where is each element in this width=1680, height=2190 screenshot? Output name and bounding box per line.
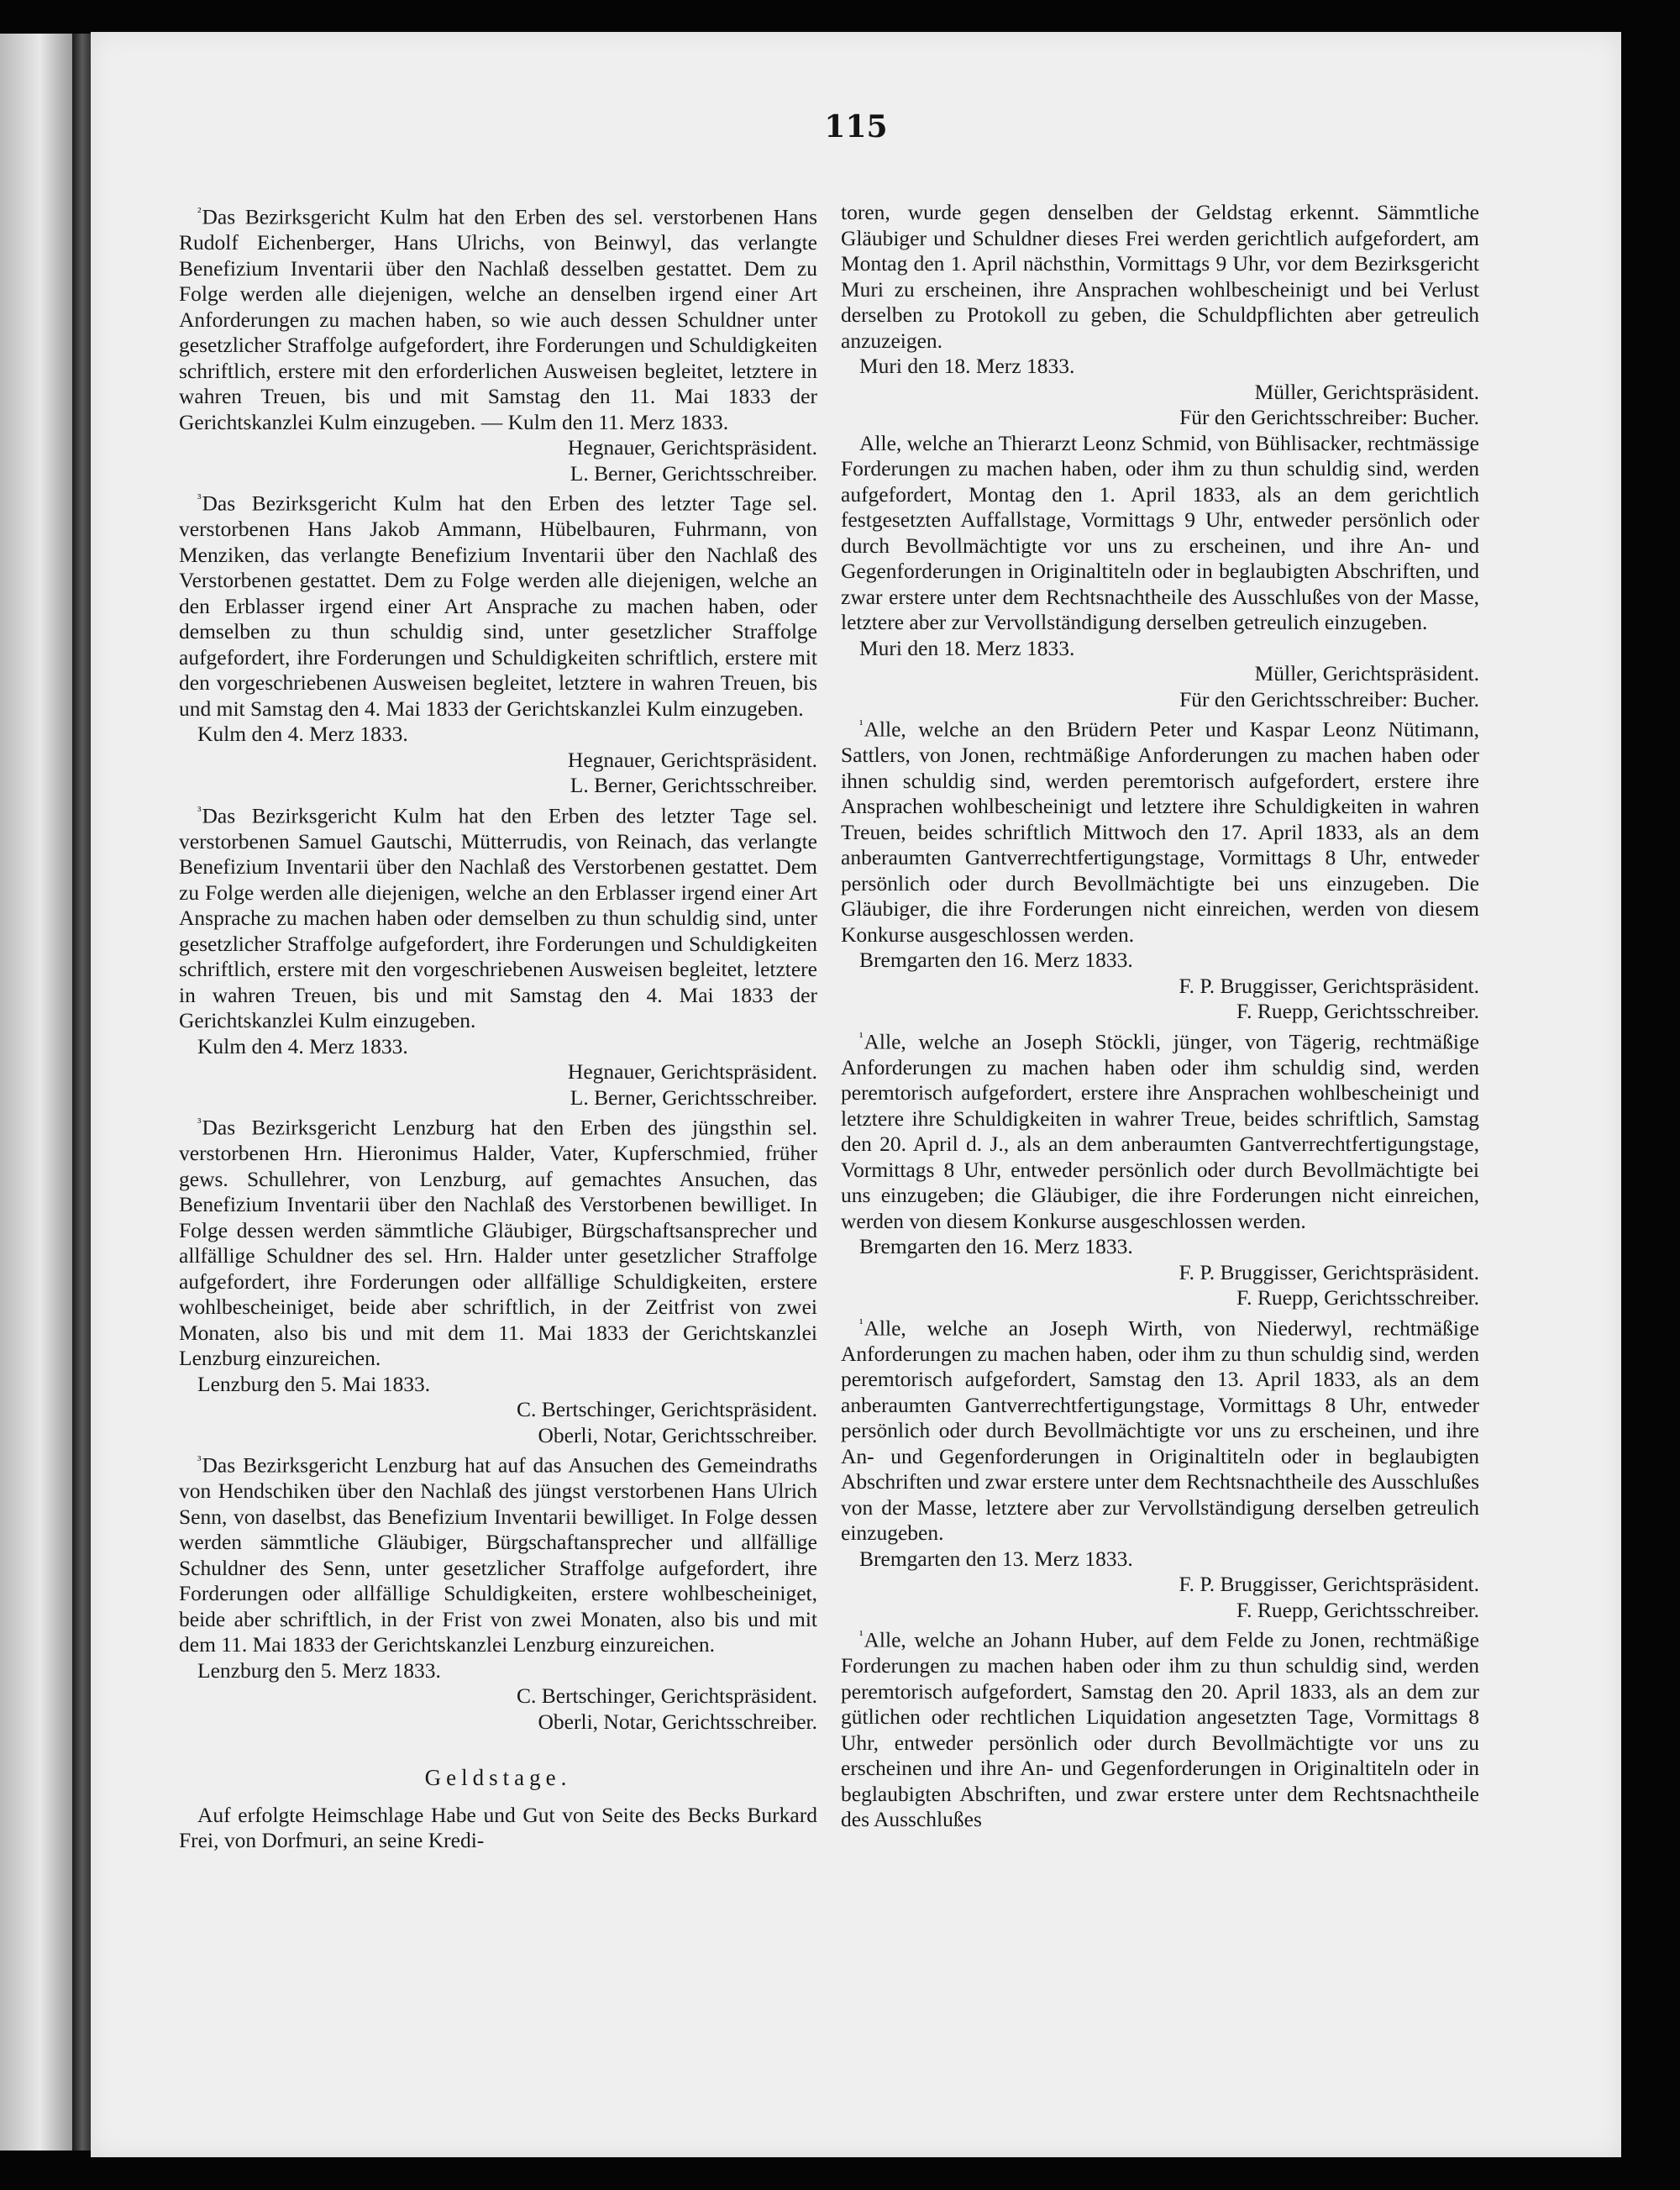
- book-gutter: [72, 34, 92, 2151]
- signature-line: Müller, Gerichtspräsident.: [1254, 379, 1479, 404]
- place-date: Muri den 18. Merz 1833.: [859, 354, 1075, 378]
- right-column: [841, 200, 1479, 1833]
- notice-block: [841, 1025, 1479, 1311]
- signature-line: F. Ruepp, Gerichtsschreiber.: [1236, 999, 1479, 1023]
- previous-page-edge: [0, 34, 72, 2151]
- place-date: Bremgarten den 16. Merz 1833.: [859, 1234, 1133, 1258]
- notice-body: Das Bezirksgericht Lenzburg hat auf das Ansuchen des Gemeindraths von Hendschiken über den Nachlaß des jüngst verstorbenen Hans Ulrich Senn, von daselbst, das Benefizium Inventarii bewilliget. In Folge dessen werden sämmtliche Gläubiger, Bürgschaftansprecher und allfällige Schuldner des Senn, unter gesetzlicher Straffolge aufgefordert, ihre Forderungen oder allfällige Schuldigkeiten, erstere wohlbescheiniget, beide aber schriftlich, in der Frist von zwei Monaten, also bis und mit dem 11. Mai 1833 der Gerichtskanzlei Lenzburg einzureichen.: [179, 1452, 817, 1657]
- signature-line: Hegnauer, Gerichtspräsident.: [567, 1059, 817, 1084]
- notice-body: Das Bezirksgericht Kulm hat den Erben des sel. verstorbenen Hans Rudolf Eichenberger, Hans Ulrichs, von Beinwyl, das verlangte Benefizium Inventarii über den Nachlaß desselben gestattet. Dem zu Folge werden alle diejenigen, welche an denselben irgend einer Art Anforderungen zu machen haben, so wie auch dessen Schuldner unter gesetzlicher Straffolge aufgefordert, ihre Forderungen und Schuldigkeiten schriftlich, erstere mit den erforderlichen Ausweisen begleitet, letztere in wahren Treuen, bis und mit Samstag den 11. Mai 1833 der Gerichtskanzlei Kulm einzugeben. — Kulm den 11. Merz 1833.: [179, 204, 817, 434]
- place-date: Lenzburg den 5. Merz 1833.: [197, 1657, 441, 1683]
- notice-block: [179, 1111, 817, 1448]
- signature-line: C. Bertschinger, Gerichtspräsident.: [516, 1397, 817, 1421]
- notice-body: Das Bezirksgericht Kulm hat den Erben des letzter Tage sel. verstorbenen Hans Jakob Ammann, Hübelbauren, Fuhrmann, von Menziken, das verlangte Benefizium Inventarii über den Nachlaß des Verstorbenen gestattet. Dem zu Folge werden alle diejenigen, welche an den Erblasser irgend einer Art Ansprache zu machen haben, oder demselben zu thun schuldig sind, unter gesetzlicher Straffolge aufgefordert, ihre Forderungen und Schuldigkeiten schriftlich, erstere mit den vorgeschriebenen Ausweisen begleitet, letztere in wahren Treuen, bis und mit Samstag den 4. Mai 1833 der Gerichtskanzlei Kulm einzugeben.: [179, 491, 817, 721]
- notice-mark: ³: [197, 1116, 202, 1130]
- signature-line: F. P. Bruggisser, Gerichtspräsident.: [1179, 1259, 1479, 1284]
- notice-body: Das Bezirksgericht Lenzburg hat den Erben des jüngsthin sel. verstorbenen Hrn. Hieronimus Halder, Vater, Kupferschmied, früher gews. Schullehrer, von Lenzburg, auf gemachtes Ansuchen, das Benefizium Inventarii über den Nachlaß des Verstorbenen bewilliget. In Folge dessen werden sämmtliche Gläubiger, Bürgschaftsansprecher und allfällige Schuldner des sel. Hrn. Halder unter gesetzlicher Straffolge aufgefordert, ihre Forderungen oder allfällige Schuldigkeiten, erstere wohlbescheiniget, beide aber schriftlich, in der Zeitfrist von zwei Monaten, also bis und mit dem 11. Mai 1833 der Gerichtskanzlei Lenzburg einzureichen.: [179, 1115, 817, 1370]
- signature-line: C. Bertschinger, Gerichtspräsident.: [516, 1683, 817, 1708]
- notice-block: [841, 1311, 1479, 1624]
- notice-text: [179, 486, 817, 722]
- notice-body: Alle, welche an Joseph Wirth, von Niederwyl, rechtmäßige Anforderungen zu machen haben, oder ihm zu thun schuldig sind, werden peremtorisch aufgefordert, Samstag den 13. April 1833, als an dem anberaumten Gantverrechtfertigungstage, Vormittags 8 Uhr, entweder persönlich oder durch Bevollmächtigte vor uns zu erscheinen, und ihre An- und Gegenforderungen in Originaltiteln oder in beglaubigten Abschriften und zwar erstere unter dem Rechtsnachtheile des Ausschlußes von der Masse, letztere aber zur Vervollständigung derselben getreulich einzugeben.: [841, 1316, 1479, 1545]
- place-date: Muri den 18. Merz 1833.: [859, 635, 1075, 660]
- signature-line: F. P. Bruggisser, Gerichtspräsident.: [1179, 973, 1479, 998]
- signature-line: Hegnauer, Gerichtspräsident.: [567, 747, 817, 772]
- notice-block: [179, 1448, 817, 1735]
- notice-body: Alle, welche an Johann Huber, auf dem Felde zu Jonen, rechtmäßige Forderungen zu machen haben oder ihm zu thun schuldig sind, werden peremtorisch aufgefordert, Samstag den 20. April 1833, als an dem zur gütlichen oder rechtlichen Liquidation angesetzten Tage, Vormittags 8 Uhr, entweder persönlich oder durch Bevollmächtigte vor uns zu erscheinen und ihre An- und Gegenforderungen in Originaltiteln oder in beglaubigten Abschriften, und zwar erstere unter dem Rechtsnachtheile des Ausschlußes: [841, 1627, 1479, 1831]
- notice-text: [841, 712, 1479, 948]
- newspaper-page: [91, 32, 1621, 2157]
- notice-mark: ²: [197, 206, 202, 219]
- notice-mark: ¹: [859, 1030, 864, 1044]
- notice-text: [841, 431, 1479, 636]
- notice-block: [841, 712, 1479, 1025]
- left-column: [179, 200, 817, 1854]
- notice-text: [179, 200, 817, 435]
- notice-body: Das Bezirksgericht Kulm hat den Erben des letzter Tage sel. verstorbenen Samuel Gautschi, Mütterrudis, von Reinach, das verlangte Benefizium Inventarii über den Nachlaß des Verstorbenen gestattet. Dem zu Folge werden alle diejenigen, welche an den Erblasser irgend einer Art Ansprache zu machen haben oder demselben zu thun schuldig sind, unter gesetzlicher Straffolge aufgefordert, ihre Forderungen und Schuldigkeiten schriftlich, erstere mit den vorgeschriebenen Ausweisen begleitet, letztere in wahren Treuen, bis und mit Samstag den 4. Mai 1833 der Gerichtskanzlei Kulm einzugeben.: [179, 803, 817, 1032]
- notice-body: Alle, welche an Joseph Stöckli, jünger, von Tägerig, rechtmäßige Anforderungen zu machen haben oder ihm schuldig sind, werden peremtorisch aufgefordert, erstere ihre Ansprachen wohlbescheinigt und letztere ihre Schuldigkeiten in wahrer Treue, beides schriftlich, Samstag den 20. April d. J., als an dem anberaumten Gantverrechtfertigungstage, Vormittags 8 Uhr, entweder persönlich oder durch Bevollmächtigte bei uns einzugeben; die Gläubiger, die ihre Forderungen nicht einreichen, werden von diesem Konkurse ausgeschlossen werden.: [841, 1029, 1479, 1233]
- notice-text: [179, 1111, 817, 1372]
- notice-mark: ¹: [859, 1629, 864, 1642]
- place-date: Lenzburg den 5. Mai 1833.: [197, 1371, 431, 1396]
- place-date: Kulm den 4. Merz 1833.: [197, 1033, 408, 1058]
- place-date: Bremgarten den 13. Merz 1833.: [859, 1546, 1133, 1571]
- notice-body: Alle, welche an den Brüdern Peter und Kaspar Leonz Nütimann, Sattlers, von Jonen, rechtmäßige Anforderungen zu machen haben oder ihnen schuldig sind, werden peremtorisch aufgefordert, erstere ihre Ansprachen wohlbescheinigt und letztere ihre Schuldigkeiten in wahren Treuen, beides schriftlich Mittwoch den 17. April 1833, als an dem anberaumten Gantverrechtfertigungstage, Vormittags 8 Uhr, entweder persönlich oder durch Bevollmächtigte bei uns einzugeben. Die Gläubiger, die ihre Forderungen nicht einreichen, werden von diesem Konkurse ausgeschlossen werden.: [841, 717, 1479, 947]
- notice-body: toren, wurde gegen denselben der Geldstag erkennt. Sämmtliche Gläubiger und Schuldner dieses Frei werden gerichtlich aufgefordert, am Montag den 1. April nächsthin, Vormittags 9 Uhr, vor dem Bezirksgericht Muri zu erscheinen, ihre Ansprachen wohlbescheinigt und bei Verlust derselben zu Protokoll zu geben, die Schuldpflichten aber getreulich anzuzeigen.: [841, 200, 1479, 353]
- notice-body: Alle, welche an Thierarzt Leonz Schmid, von Bühlisacker, rechtmässige Forderungen zu machen haben, oder ihm zu thun schuldig sind, werden aufgefordert, Montag den 1. April 1833, als an dem gerichtlich festgesetzten Auffallstage, Vormittags 9 Uhr, entweder persönlich oder durch Bevollmächtigte vor uns zu erscheinen, und ihre An- und Gegenforderungen in Originaltiteln oder in beglaubigten Abschriften, und zwar erstere unter dem Rechtsnachtheile des Ausschlußes von der Masse, letztere aber zur Vervollständigung derselben getreulich einzugeben.: [841, 430, 1479, 634]
- signature-line: F. P. Bruggisser, Gerichtspräsident.: [1179, 1572, 1479, 1596]
- page-number: 115: [824, 109, 888, 144]
- notice-block: [841, 200, 1479, 431]
- signature-line: F. Ruepp, Gerichtsschreiber.: [1236, 1285, 1479, 1310]
- notice-text: [179, 1448, 817, 1658]
- signature-line: L. Berner, Gerichtsschreiber.: [570, 773, 817, 797]
- notice-mark: ¹: [859, 718, 864, 732]
- signature-line: L. Berner, Gerichtsschreiber.: [570, 460, 817, 486]
- signature-line: F. Ruepp, Gerichtsschreiber.: [1236, 1597, 1479, 1622]
- notice-block: [179, 486, 817, 799]
- notice-text: [841, 1025, 1479, 1235]
- signature-line: Müller, Gerichtspräsident.: [1254, 661, 1479, 685]
- notice-mark: ³: [197, 492, 202, 506]
- signature-line: Oberli, Notar, Gerichtsschreiber.: [538, 1422, 817, 1447]
- signature-line: L. Berner, Gerichtsschreiber.: [570, 1084, 817, 1110]
- place-date: Bremgarten den 16. Merz 1833.: [859, 948, 1133, 972]
- notice-text: [841, 1311, 1479, 1547]
- signature-line: Oberli, Notar, Gerichtsschreiber.: [538, 1709, 817, 1734]
- place-date: Kulm den 4. Merz 1833.: [197, 722, 408, 746]
- notice-mark: ³: [197, 804, 202, 818]
- signature-line: Für den Gerichtsschreiber: Bucher.: [1179, 405, 1479, 429]
- notice-mark: ³: [197, 1454, 202, 1468]
- notice-block: [841, 431, 1479, 713]
- signature-line: Hegnauer, Gerichtspräsident.: [567, 435, 817, 460]
- notice-text: [179, 799, 817, 1034]
- notice-block: [841, 1623, 1479, 1833]
- notice-mark: ¹: [859, 1316, 864, 1331]
- notice-block: [179, 799, 817, 1111]
- section-intro: Auf erfolgte Heimschlage Habe und Gut von Seite des Becks Burkard Frei, von Dorfmuri, an seine Kredi-: [179, 1802, 817, 1852]
- section-heading: Geldstage.: [424, 1765, 572, 1790]
- notice-block: [179, 200, 817, 486]
- notice-text: [841, 1623, 1479, 1833]
- notice-text: [841, 200, 1479, 354]
- signature-line: Für den Gerichtsschreiber: Bucher.: [1179, 686, 1479, 712]
